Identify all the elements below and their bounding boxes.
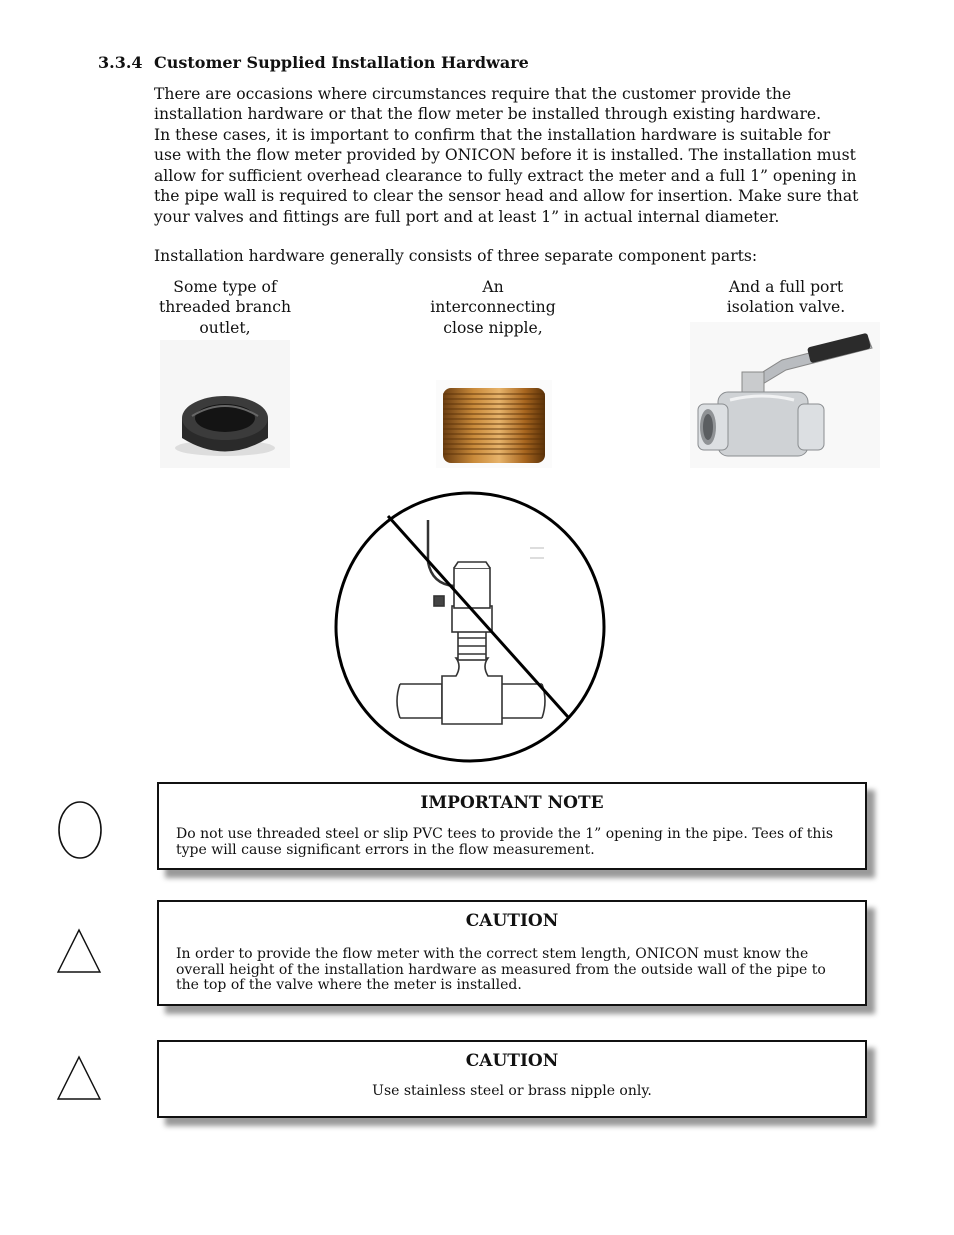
ball-valve-photo xyxy=(690,322,880,468)
section-heading xyxy=(98,53,529,72)
caution-nipple-material-title: CAUTION xyxy=(465,1051,559,1071)
section-title: Customer Supplied Installation Hardware xyxy=(154,53,529,72)
branch-outlet-photo xyxy=(160,340,290,468)
important-note-body: Do not use threaded steel or slip PVC tees to provide the 1” opening in the pipe. Tees of this type will cause significant errors in the flow measurement. xyxy=(176,826,834,858)
important-note-title: IMPORTANT NOTE xyxy=(420,793,604,813)
caution-stem-length-title: CAUTION xyxy=(465,911,559,931)
prohibited-tee-installation-icon xyxy=(330,488,610,764)
paragraph-requirements: In these cases, it is important to confirm that the installation hardware is suitable for use with the flow meter provided by ONICON before it is installed. The installation must allow for sufficient overhead clearance to fully extract the meter and a full 1” opening in the pipe wall is required to clear the sensor head and allow for insertion. Make sure that your valves and fittings are full port and at least 1” in actual internal diameter. xyxy=(154,126,859,226)
important-note-box xyxy=(157,782,867,870)
info-oval-icon xyxy=(57,800,103,860)
paragraph-intro: There are occasions where circumstances require that the customer provide the installation hardware or that the flow meter be installed through existing hardware. xyxy=(154,85,822,124)
caption-branch-outlet: Some type of threaded branch outlet, xyxy=(159,278,291,337)
caution-triangle-icon xyxy=(56,928,102,974)
caution-triangle-icon xyxy=(56,1055,102,1101)
caption-ball-valve: And a full port isolation valve. xyxy=(726,278,846,317)
caution-nipple-material-box xyxy=(157,1040,867,1118)
caution-stem-length-box xyxy=(157,900,867,1006)
caution-nipple-material-body: Use stainless steel or brass nipple only. xyxy=(372,1083,652,1099)
caution-stem-length-body: In order to provide the flow meter with the correct stem length, ONICON must know the overall height of the installation hardware as measured from the outside wall of the pipe to the top of the valve where the meter is installed. xyxy=(176,946,826,993)
caption-close-nipple: An interconnecting close nipple, xyxy=(430,278,556,337)
close-nipple-photo xyxy=(436,380,552,468)
section-number: 3.3.4 xyxy=(98,53,143,72)
paragraph-components-intro: Installation hardware generally consists of three separate component parts: xyxy=(154,247,758,265)
